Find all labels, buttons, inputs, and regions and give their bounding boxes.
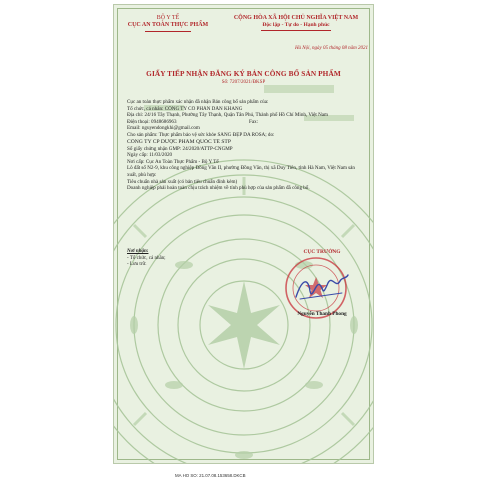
- ministry-name: BỘ Y TẾ: [156, 15, 180, 21]
- issued-date-line: Ngày cấp: 11/03/2020: [127, 152, 173, 159]
- contact-row: [127, 119, 363, 126]
- standard-line: Tiêu chuẩn nhà sản xuất (có bản tiêu chuẩn đính kèm): [127, 178, 238, 185]
- signer-role: CỤC TRƯỞNG: [303, 249, 341, 255]
- document-page: [113, 4, 374, 464]
- national-header: [222, 15, 370, 31]
- dossier-code: MA HO SO: 21.07.08.153658.DKCB: [175, 473, 246, 478]
- republic-name: CỘNG HÒA XÃ HỘI CHỦ NGHĨA VIỆT NAM: [233, 15, 359, 21]
- motto-underline: [261, 30, 331, 31]
- signer-name: Nguyễn Thanh Phong: [297, 311, 347, 317]
- address-line: Địa chỉ: 24/16 Tây Thạnh, Phường Tây Thạnh, Quận Tân Phú, Thành phố Hồ Chí Minh, Việt Nam: [127, 112, 329, 119]
- recipient-item: - Lưu trữ.: [127, 262, 147, 268]
- issuer-line: Nơi cấp: Cục An Toàn Thực Phẩm - Bộ Y Tế: [127, 158, 219, 165]
- email-line: Email: nguyendongkhi@gmail.com: [127, 125, 200, 132]
- recipient-item: - Tổ chức, cá nhân;: [127, 255, 166, 261]
- document-number: Số: 7207/2021/ĐKSP: [221, 80, 266, 85]
- product-line: Cho sản phẩm: Thực phẩm bảo vệ sức khỏe SÁNG ĐẸP DA ROSA; do:: [127, 131, 275, 138]
- header-underline: [145, 31, 191, 32]
- manufacturer-line: CÔNG TY CP DƯỢC PHẨM QUỐC TẾ STP: [127, 138, 231, 145]
- handwritten-signature: [292, 271, 350, 305]
- phone-line: Điện thoại: 0948686963: [127, 118, 177, 125]
- fax-line: Fax:: [249, 118, 259, 125]
- recipients: [127, 249, 227, 269]
- issuer-header: [120, 15, 216, 32]
- department-name: CỤC AN TOÀN THỰC PHẨM: [127, 22, 209, 28]
- intro-line: Cục an toàn thực phẩm xác nhận đã nhận Bản công bố sản phẩm của:: [127, 99, 269, 105]
- gmp-line: Số giấy chứng nhận GMP: 24/2020/ATTP-CNGMP: [127, 145, 233, 152]
- place-date: Hà Nội, ngày 05 tháng 08 năm 2021: [294, 46, 368, 51]
- organization-line: Tổ chức, cá nhân: CÔNG TY CỔ PHẦN DẪN KHANG: [127, 105, 243, 112]
- responsibility-line: Doanh nghiệp phải hoàn toàn chịu trách nhiệm về tính phù hợp của sản phẩm đã công bố.: [127, 185, 310, 192]
- document-body: [127, 99, 363, 192]
- national-motto: Độc lập - Tự do - Hạnh phúc: [262, 22, 330, 28]
- recipients-heading: Nơi nhận:: [127, 249, 149, 254]
- factory-line: Lô đất số N2-9, khu công nghiệp Đồng Văn II, phường Đồng Văn, thị xã Duy Tiên, tỉnh Hà Nam, Việt Nam sản xuất, phù hợp:: [127, 165, 355, 178]
- document-title: GIẤY TIẾP NHẬN ĐĂNG KÝ BẢN CÔNG BỐ SẢN PHẨM: [146, 69, 341, 78]
